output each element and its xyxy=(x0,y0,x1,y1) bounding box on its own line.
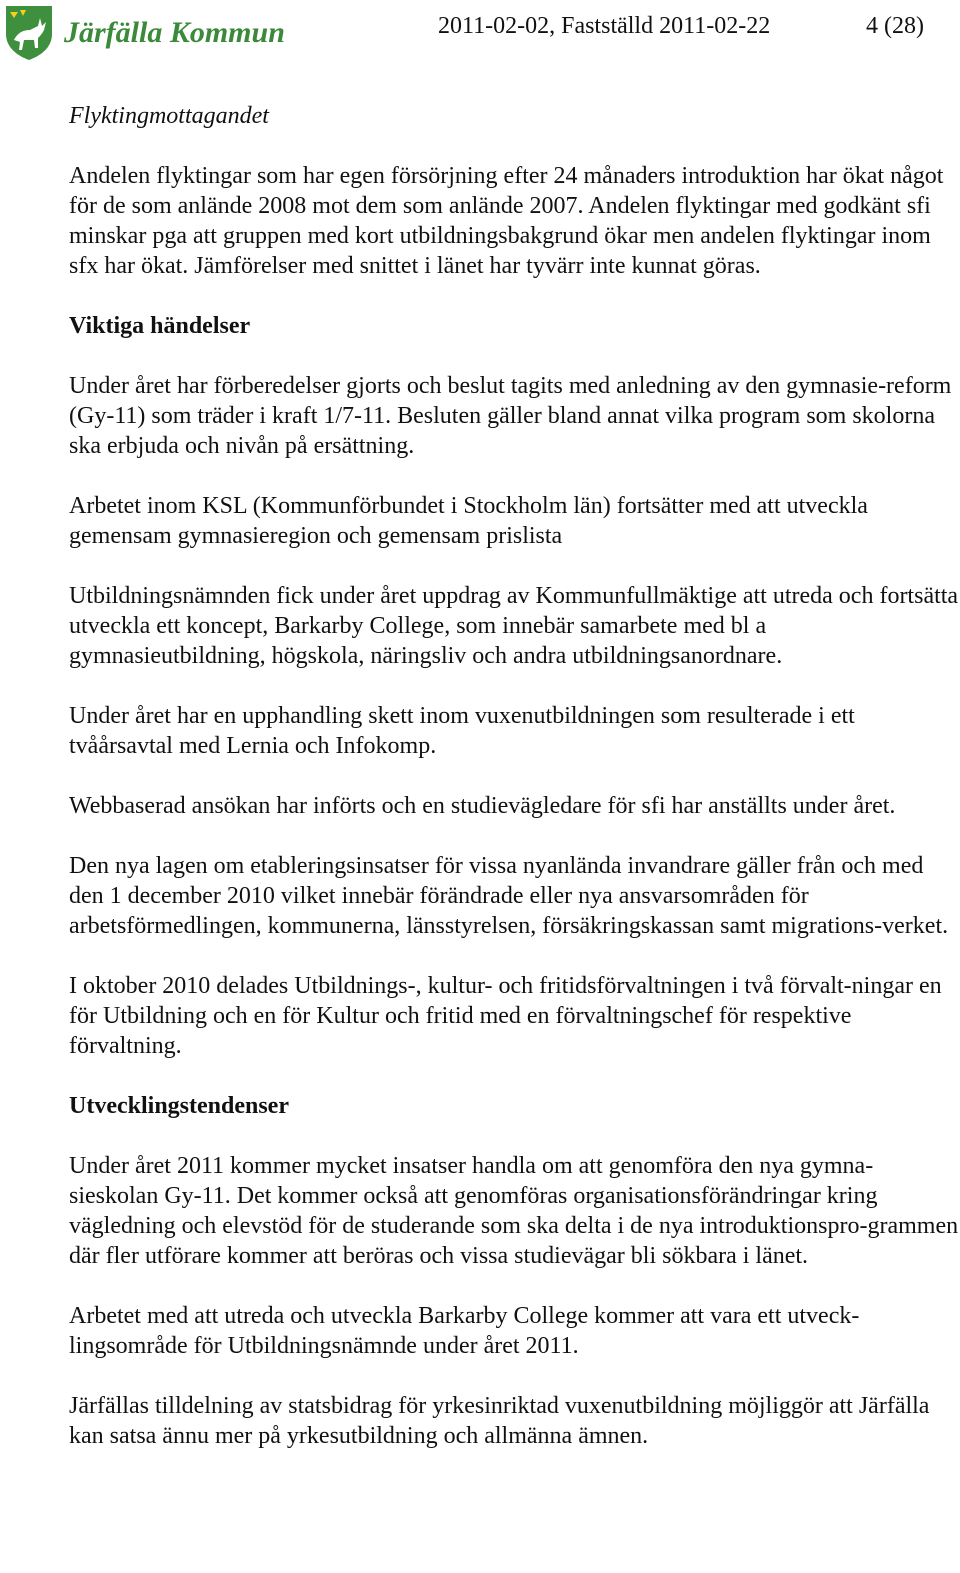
paragraph: I oktober 2010 delades Utbildnings-, kultur- och fritidsförvaltningen i två förvalt-ningar en för Utbildning och en för Kultur och fritid med en förvaltningschef för respektive förvaltning. xyxy=(69,973,942,1059)
page-number: 4 (28) xyxy=(866,13,924,39)
section-title-flyktingmottagandet: Flyktingmottagandet xyxy=(69,103,269,129)
paragraph: Järfällas tilldelning av statsbidrag för yrkesinriktad vuxenutbildning möjliggör att Järfälla kan satsa ännu mer på yrkesutbildning och allmänna ämnen. xyxy=(69,1393,930,1449)
paragraph: Andelen flyktingar som har egen försörjning efter 24 månaders introduktion har ökat något för de som anlände 2008 mot dem som anlände 2007. Andelen flyktingar med godkänt sfi minskar pga att gruppen med kort utbildningsbakgrund ökar men andelen flyktingar inom sfx har ökat. Jämförelser med snittet i länet har tyvärr inte kunnat göras. xyxy=(69,163,944,279)
section-heading-viktiga-handelser: Viktiga händelser xyxy=(69,313,251,339)
svg-text:Järfälla Kommun: Järfälla Kommun xyxy=(64,16,285,49)
document-body xyxy=(69,101,959,1451)
paragraph: Arbetet med att utreda och utveckla Barkarby College kommer att vara ett utveck-lingsområde för Utbildningsnämnde under året 2011. xyxy=(69,1303,860,1359)
paragraph: Utbildningsnämnden fick under året uppdrag av Kommunfullmäktige att utreda och fortsätta utveckla ett koncept, Barkarby College, som innebär samarbete med bl a gymnasieutbildning, högskola, näringsliv och andra utbildningsanordnare. xyxy=(69,583,959,669)
page-header xyxy=(0,0,960,62)
paragraph: Arbetet inom KSL (Kommunförbundet i Stockholm län) fortsätter med att utveckla gemensam gymnasieregion och gemensam prislista xyxy=(69,493,868,549)
paragraph: Webbaserad ansökan har införts och en studievägledare för sfi har anställts under året. xyxy=(69,793,896,819)
section-heading-utvecklingstendenser: Utvecklingstendenser xyxy=(69,1093,289,1119)
paragraph: Under året har en upphandling skett inom vuxenutbildningen som resulterade i ett tvåårsavtal med Lernia och Infokomp. xyxy=(69,703,855,759)
paragraph: Den nya lagen om etableringsinsatser för vissa nyanlända invandrare gäller från och med den 1 december 2010 vilket innebär förändrade eller nya ansvarsområden för arbetsförmedlingen, kommunerna, länsstyrelsen, försäkringskassan samt migrations-verket. xyxy=(69,853,949,939)
document-date: 2011-02-02, Fastställd 2011-02-22 xyxy=(438,13,771,39)
paragraph: Under året 2011 kommer mycket insatser handla om att genomföra den nya gymna-sieskolan Gy-11. Det kommer också att genomföras organisationsförändringar kring vägledning och elevstöd för de studerande som ska delta i de nya introduktionspro-grammen där fler utförare kommer att beröras och vissa studievägar bli sökbara i länet. xyxy=(69,1153,959,1269)
paragraph: Under året har förberedelser gjorts och beslut tagits med anledning av den gymnasie-reform (Gy-11) som träder i kraft 1/7-11. Besluten gäller bland annat vilka program som skolorna ska erbjuda och nivån på ersättning. xyxy=(69,373,952,459)
jarfalla-kommun-logo xyxy=(4,4,289,62)
